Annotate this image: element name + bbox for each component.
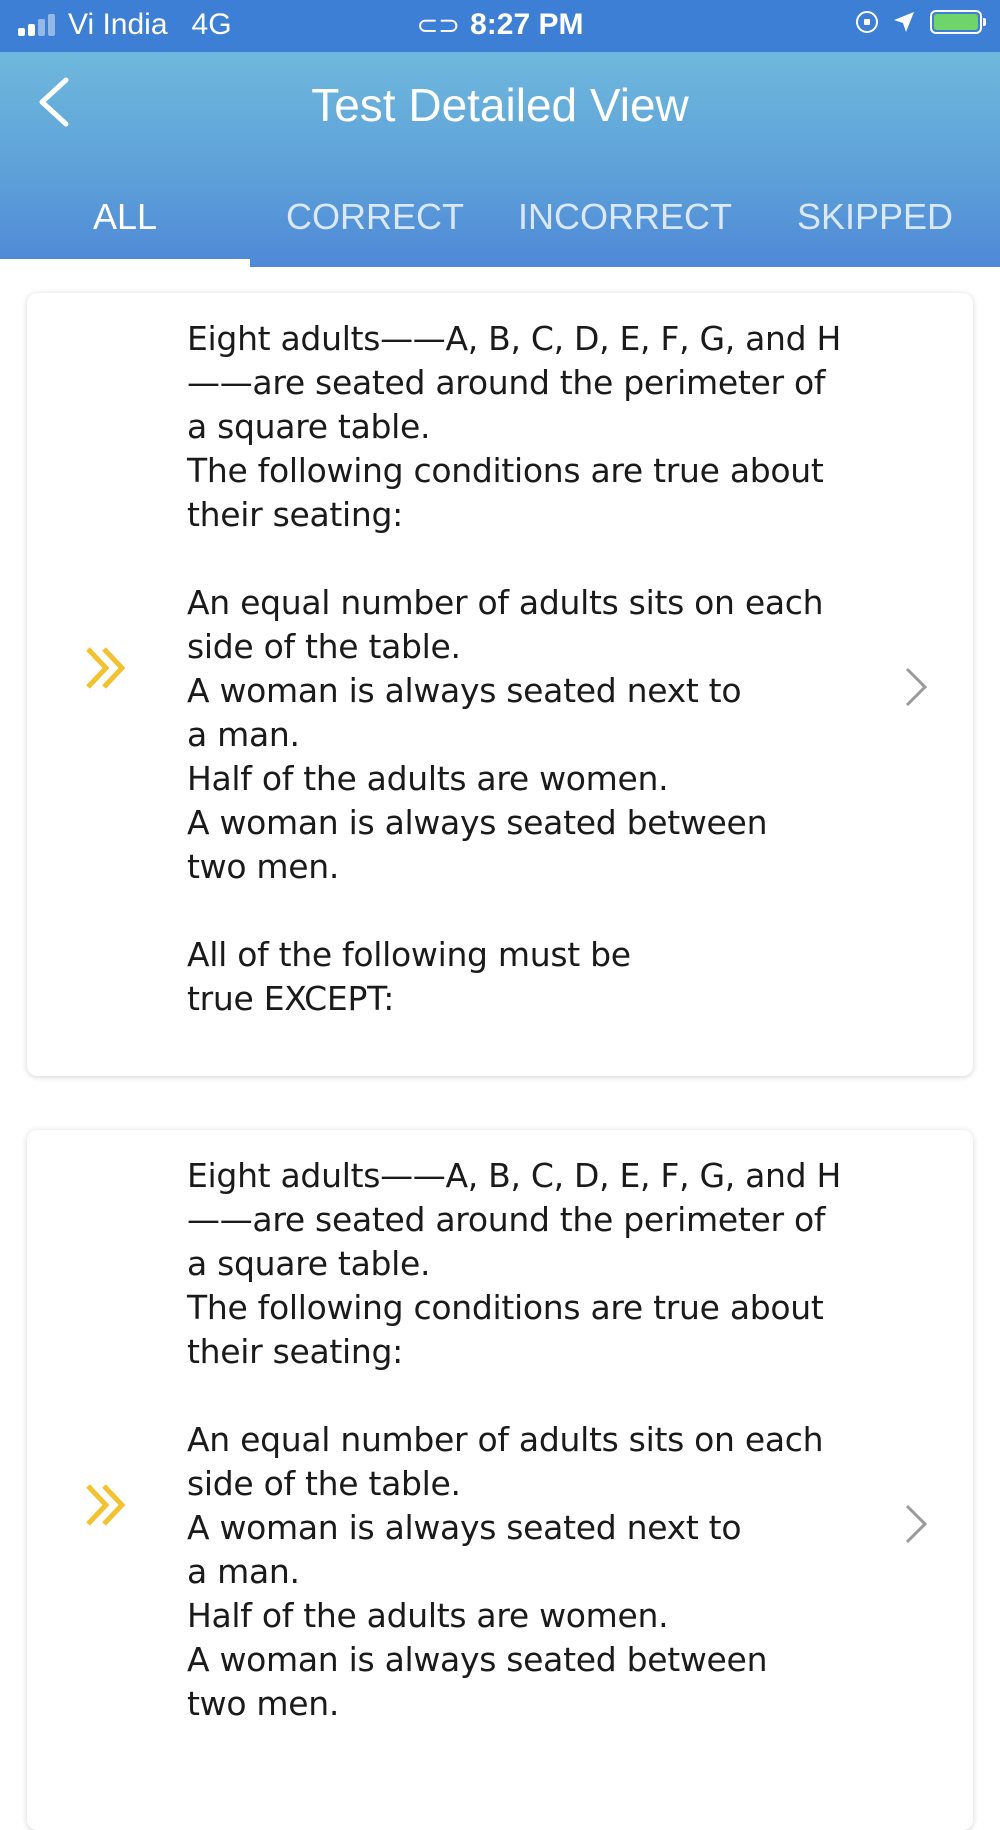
chevron-right-icon[interactable] (901, 665, 931, 709)
link-icon: ⊂⊃ (416, 10, 461, 40)
app-header (0, 52, 1000, 267)
tab-incorrect[interactable]: INCORRECT (518, 196, 732, 237)
rotation-lock-icon (856, 11, 878, 33)
carrier-name: Vi India (68, 8, 168, 41)
tab-all[interactable]: ALL (0, 167, 250, 267)
page-title: Test Detailed View (311, 79, 689, 131)
network-type: 4G (191, 8, 232, 41)
status-time: 8:27 PM (470, 8, 584, 41)
status-center (0, 8, 1000, 42)
tab-bar (0, 167, 1000, 267)
location-icon (892, 10, 916, 34)
question-text: Eight adults——A, B, C, D, E, F, G, and H ——are seated around the perimeter of a square table. The following conditions are true about their seating: An equal number of adults sits on each side of the table. A woman is always seated next to a man. Half of the adults are women. A woman is always seated between two men. (187, 1156, 842, 1723)
tab-correct[interactable]: CORRECT (286, 196, 464, 237)
chevron-right-icon[interactable] (901, 1502, 931, 1546)
double-chevron-right-icon (82, 643, 132, 693)
status-bar (0, 0, 1000, 52)
question-text: Eight adults——A, B, C, D, E, F, G, and H ——are seated around the perimeter of a square table. The following conditions are true about their seating: An equal number of adults sits on each side of the table. A woman is always seated next to a man. Half of the adults are women. A woman is always seated between two men. All of the following must be true EXCEPT: (187, 319, 842, 1018)
tab-skipped[interactable]: SKIPPED (796, 196, 954, 237)
status-right (856, 10, 982, 34)
battery-icon (930, 10, 982, 34)
question-card[interactable] (27, 1130, 973, 1830)
question-card[interactable] (27, 293, 973, 1076)
double-chevron-right-icon (82, 1480, 132, 1530)
